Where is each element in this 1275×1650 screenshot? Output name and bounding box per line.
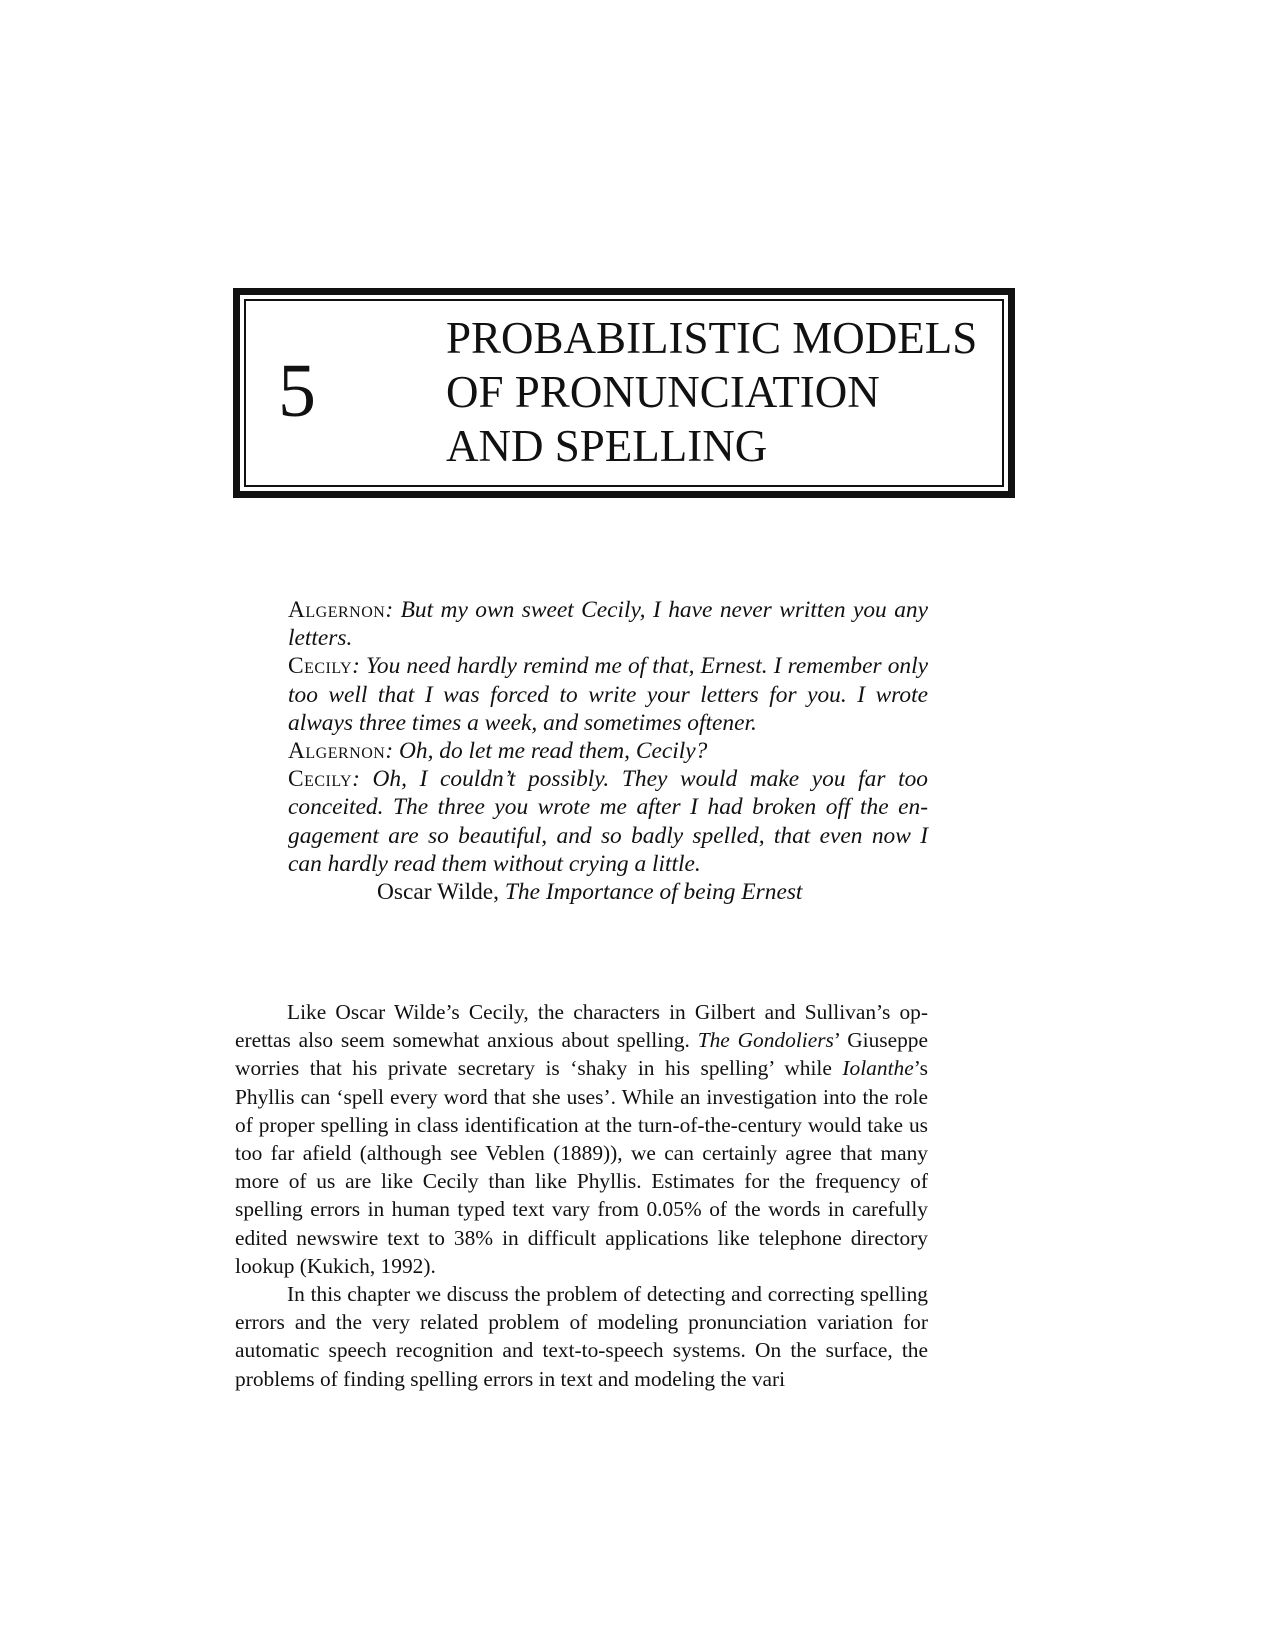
body-paragraph-1 — [235, 998, 928, 1280]
epigraph-speaker: Cecily — [288, 653, 353, 680]
chapter-heading-box — [233, 288, 1015, 498]
epigraph-speaker: Algernon — [288, 597, 386, 623]
epigraph — [288, 596, 928, 906]
epigraph-line: Algernon: But my own sweet Cecily, I have never written you any letters. — [288, 597, 928, 652]
epigraph-line: Cecily: You need hardly remind me of that, Ernest. I remember only too well that I was forced to write your letters for you. I wrote always three times a week, and sometimes oftener. — [288, 653, 928, 736]
body-text-run: ’ Giuseppe worries that his private secretary is ‘shaky in his spelling’ while — [235, 1028, 928, 1081]
epigraph-attribution — [288, 878, 928, 906]
chapter-title-line: PROBABILISTIC MODELS — [446, 313, 978, 363]
chapter-title-line: OF PRONUNCIATION — [446, 367, 880, 417]
body-text — [235, 998, 928, 1393]
epigraph-line: Cecily: Oh, I couldn’t possibly. They would make you far too conceited. The three you wrote me after I had broken off the engagement are so beautiful, and so badly spelled, that even now I can hardly read them without crying a little. — [288, 766, 928, 877]
chapter-title — [446, 311, 977, 473]
epigraph-text: You need hardly remind me of that, Ernest. I remember only too well that I was forced to write your letters for you. I wrote always three times a week, and sometimes oftener. — [288, 653, 928, 736]
epigraph-speaker: Algernon — [288, 738, 386, 765]
body-paragraph-2: In this chapter we discuss the problem of detecting and correcting spelling errors and the very related problem of modeling pronunciation variation for automatic speech recognition and text-to-speech systems. On the surface, the problems of finding spelling errors in text and modeling the vari — [235, 1282, 928, 1391]
italic-title-iolanthe: Iolanthe — [842, 1056, 914, 1081]
epigraph-line: Algernon: Oh, do let me read them, Cecily? — [288, 738, 708, 765]
chapter-heading-inner-frame — [244, 299, 1004, 487]
chapter-number: 5 — [278, 349, 316, 433]
attribution-work: The Importance of being Ernest — [504, 879, 803, 906]
epigraph-text: Oh, I couldn’t possibly. They would make you far too conceited. The three you wrote me after I had broken off the engagement are so beautiful, and so badly spelled, that even now I can hardly read them without crying a little. — [288, 766, 928, 877]
attribution-author: Oscar Wilde, — [377, 879, 505, 906]
italic-title-gondoliers: The Gondoliers — [697, 1028, 834, 1053]
body-text-run: Like Oscar Wilde’s Cecily, the characters in Gilbert and Sullivan’s operettas also seem somewhat anxious about spelling. — [235, 1000, 928, 1053]
epigraph-text: Oh, do let me read them, Cecily? — [393, 738, 708, 765]
epigraph-speaker: Cecily — [288, 766, 353, 793]
epigraph-text: But my own sweet Cecily, I have never written you any letters. — [288, 597, 928, 652]
chapter-title-line: AND SPELLING — [446, 421, 768, 471]
body-text-run: ’s Phyllis can ‘spell every word that she uses’. While an investigation into the role of proper spelling in class identification at the turn-of-the-century would take us too far afield (although see Veblen (1889)), we can certainly agree that many more of us are like Cecily than like Phyllis. Estimates for the frequency of spelling errors in human typed text vary from 0.05% of the words in carefully edited newswire text to 38% in difficult applications like telephone directory lookup (Kukich, 1992). — [235, 1056, 928, 1278]
